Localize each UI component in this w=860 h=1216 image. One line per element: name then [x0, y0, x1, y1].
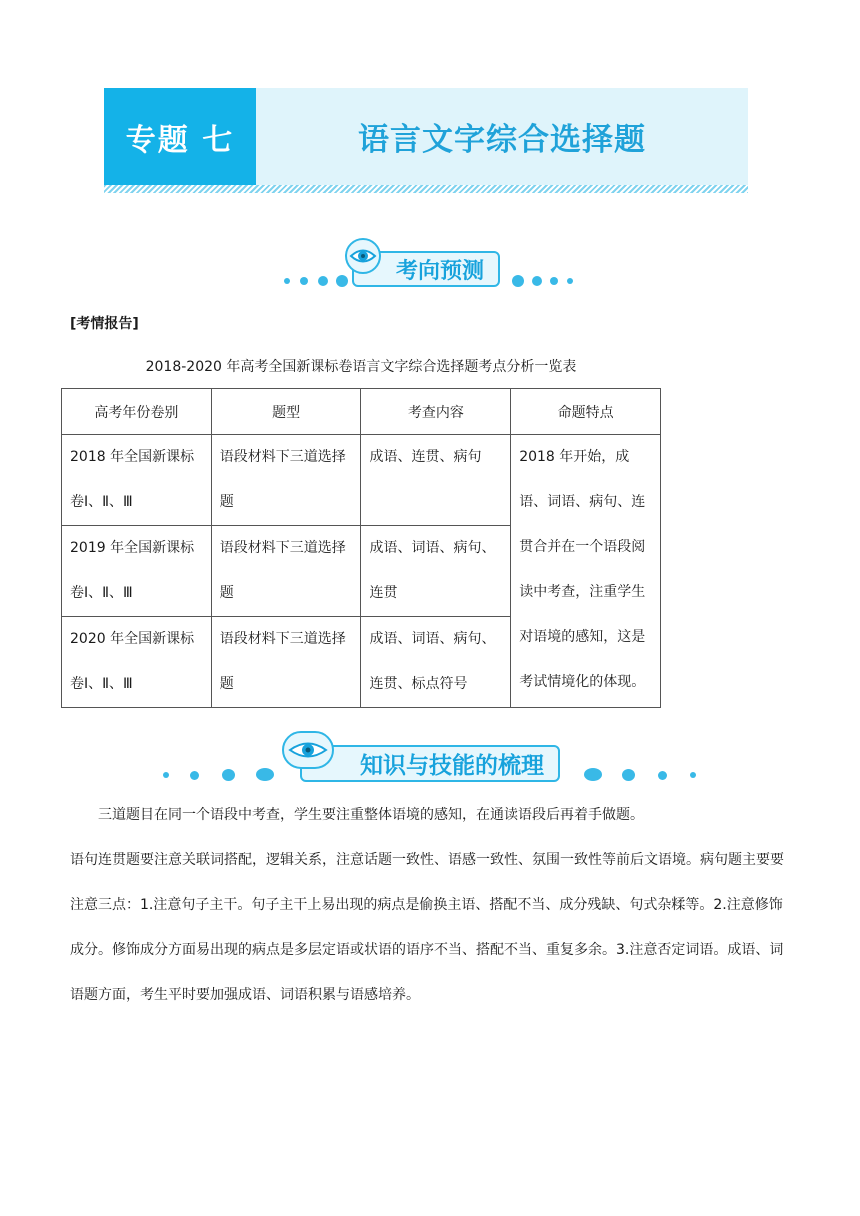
- table-cell: 2018 年全国新课标卷Ⅰ、Ⅱ、Ⅲ: [62, 435, 212, 526]
- decor-dot: [532, 276, 542, 286]
- table-cell: 2019 年全国新课标卷Ⅰ、Ⅱ、Ⅲ: [62, 526, 212, 617]
- decor-dot: [690, 772, 696, 778]
- analysis-table: [61, 388, 661, 708]
- report-label: [考情报告]: [70, 316, 139, 332]
- chapter-banner: [104, 88, 748, 185]
- paragraph: 语句连贯题要注意关联词搭配，逻辑关系，注意话题一致性、语感一致性、氛围一致性等前后文语境。病句题主要要注意三点：1.注意句子主干。句子主干上易出现的病点是偷换主语、搭配不当、成分残缺、句式杂糅等。2.注意修饰成分。修饰成分方面易出现的病点是多层定语或状语的语序不当、搭配不当、重复多余。3.注意否定词语。成语、词语题方面，考生平时要加强成语、词语积累与语感培养。: [70, 852, 784, 1003]
- decor-dot: [584, 768, 602, 781]
- table-cell: 语段材料下三道选择题: [211, 526, 361, 617]
- decor-dot: [256, 768, 274, 781]
- column-header: 考查内容: [361, 389, 511, 435]
- feature-cell: 2018 年开始，成语、词语、病句、连贯合并在一个语段阅读中考查，注重学生对语境的感知，这是考试情境化的体现。: [511, 435, 661, 708]
- eye-icon: [345, 238, 381, 274]
- decor-dot: [163, 772, 169, 778]
- chapter-title: 语言文字综合选择题: [358, 122, 646, 158]
- column-header: 题型: [211, 389, 361, 435]
- section-title: 考向预测: [352, 251, 500, 287]
- decor-dot: [512, 275, 524, 287]
- table-caption: 2018-2020 年高考全国新课标卷语言文字综合选择题考点分析一览表: [145, 359, 577, 375]
- table-cell: 成语、连贯、病句: [361, 435, 511, 526]
- decor-dot: [658, 771, 667, 780]
- decor-dot: [567, 278, 573, 284]
- decor-dot: [622, 769, 635, 781]
- section-title: 知识与技能的梳理: [300, 745, 560, 782]
- decor-dot: [318, 276, 328, 286]
- table-cell: 成语、词语、病句、连贯、标点符号: [361, 617, 511, 708]
- table-cell: 语段材料下三道选择题: [211, 435, 361, 526]
- chapter-number: 专题 七: [104, 88, 256, 185]
- paragraph: 三道题目在同一个语段中考查，学生要注重整体语境的感知，在通读语段后再着手做题。: [98, 807, 644, 823]
- table-cell: 2020 年全国新课标卷Ⅰ、Ⅱ、Ⅲ: [62, 617, 212, 708]
- decor-dot: [190, 771, 199, 780]
- table-header-row: [62, 389, 661, 435]
- column-header: 高考年份卷别: [62, 389, 212, 435]
- table-cell: 成语、词语、病句、连贯: [361, 526, 511, 617]
- decor-dot: [300, 277, 308, 285]
- decor-dot: [284, 278, 290, 284]
- decor-dot: [336, 275, 348, 287]
- decor-dot: [222, 769, 235, 781]
- decor-dot: [550, 277, 558, 285]
- eye-icon: [282, 731, 334, 769]
- banner-stripe: [104, 185, 748, 193]
- table-cell: 语段材料下三道选择题: [211, 617, 361, 708]
- column-header: 命题特点: [511, 389, 661, 435]
- table-row: [62, 435, 661, 526]
